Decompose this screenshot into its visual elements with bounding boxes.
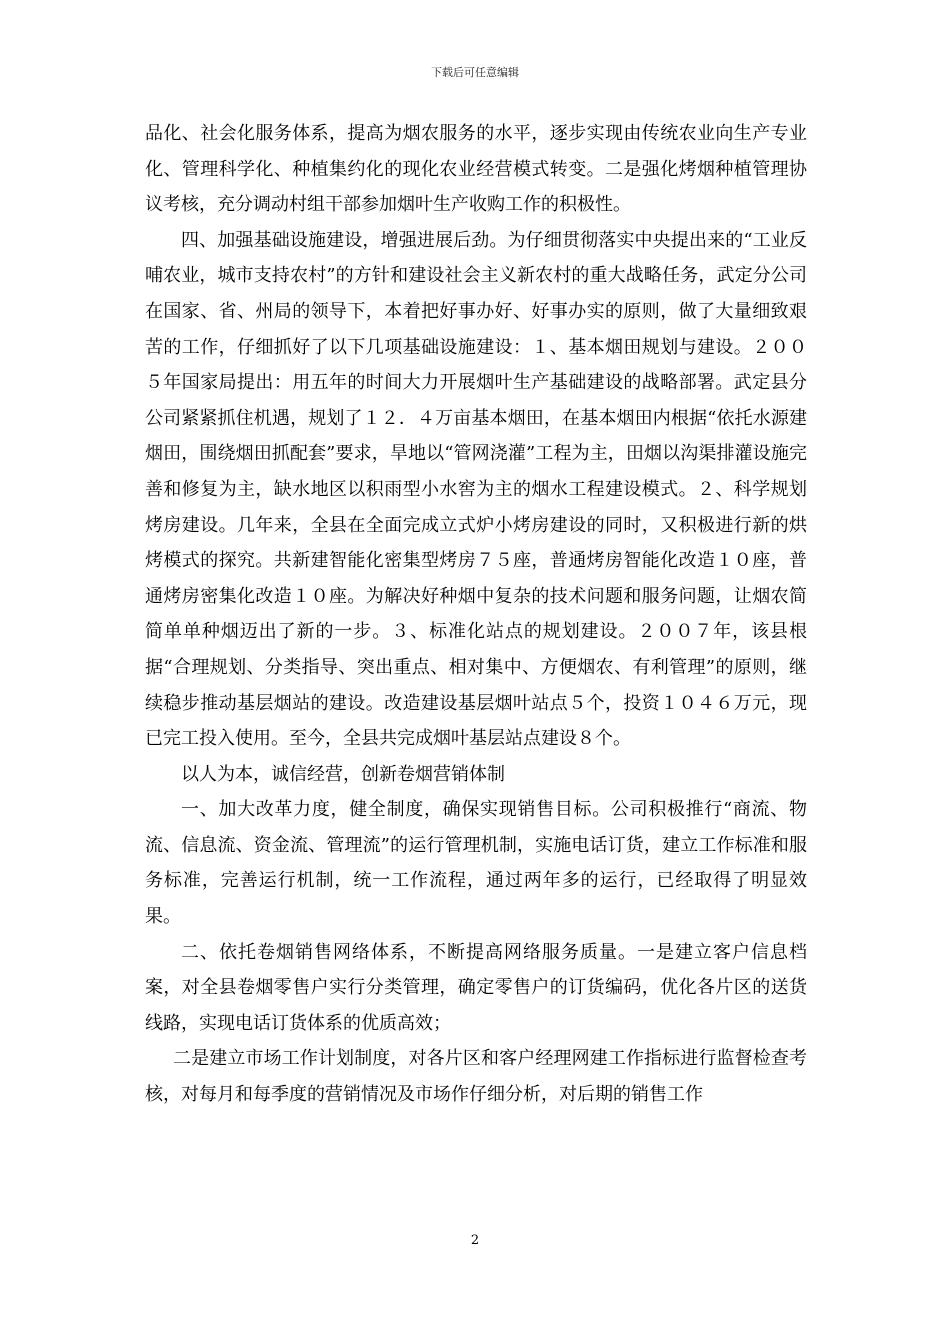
paragraph-continuation: 品化、社会化服务体系，提高为烟农服务的水平，逐步实现由传统农业向生产专业化、管理科学化、种植集约化的现化农业经营模式转变。二是强化烤烟种植管理协议考核，充分调动村组干部参加烟叶生产收购工作的积极性。 <box>145 123 807 216</box>
page-number: 2 <box>470 1233 480 1248</box>
paragraph-market-plan: 二是建立市场工作计划制度，对各片区和客户经理网建工作指标进行监督检查考核，对每月和每季度的营销情况及市场作仔细分析，对后期的销售工作 <box>145 1048 807 1106</box>
page-header: 下载后可任意编辑 <box>431 66 519 79</box>
paragraph-infrastructure: 四、加强基础设施建设，增强进展后劲。为仔细贯彻落实中央提出来的“工业反哺农业，城市支持农村”的方针和建设社会主义新农村的重大战略任务，武定分公司在国家、省、州局的领导下，本着把好事办好、好事办实的原则，做了大量细致艰苦的工作，仔细抓好了以下几项基础设施建设：１、基本烟田规划与建设。２００５年国家局提出：用五年的时间大力开展烟叶生产基础建设的战略部署。武定县分公司紧紧抓住机遇，规划了１２．４万亩基本烟田，在基本烟田内根据“依托水源建烟田，围绕烟田抓配套”要求，旱地以“管网浇灌”工程为主，田烟以沟渠排灌设施完善和修复为主，缺水地区以积雨型小水窖为主的烟水工程建设模式。２、科学规划烤房建设。几年来，全县在全面完成立式炉小烤房建设的同时，又积极进行新的烘烤模式的探究。共新建智能化密集型烤房７５座，普通烤房智能化改造１０座，普通烤房密集化改造１０座。为解决好种烟中复杂的技术问题和服务问题，让烟农简简单单种烟迈出了新的一步。３、标准化站点的规划建设。２００７年，该县根据“合理规划、分类指导、突出重点、相对集中、方便烟农、有利管理”的原则，继续稳步推动基层烟站的建设。改造建设基层烟叶站点５个，投资１０４６万元，现已完工投入使用。至今，全县共完成烟叶基层站点建设８个。 <box>145 229 807 750</box>
paragraph-network: 二、依托卷烟销售网络体系，不断提高网络服务质量。一是建立客户信息档案，对全县卷烟零售户实行分类管理，确定零售户的订货编码，优化各片区的送货线路，实现电话订货体系的优质高效； <box>145 941 807 1034</box>
section-heading: 以人为本，诚信经营，创新卷烟营销体制 <box>181 763 505 785</box>
paragraph-reform: 一、加大改革力度，健全制度，确保实现销售目标。公司积极推行“商流、物流、信息流、资金流、管理流”的运行管理机制，实施电话订货，建立工作标准和服务标准，完善运行机制，统一工作流程，通过两年多的运行，已经取得了明显效果。 <box>145 799 807 928</box>
document-body <box>145 116 807 1113</box>
